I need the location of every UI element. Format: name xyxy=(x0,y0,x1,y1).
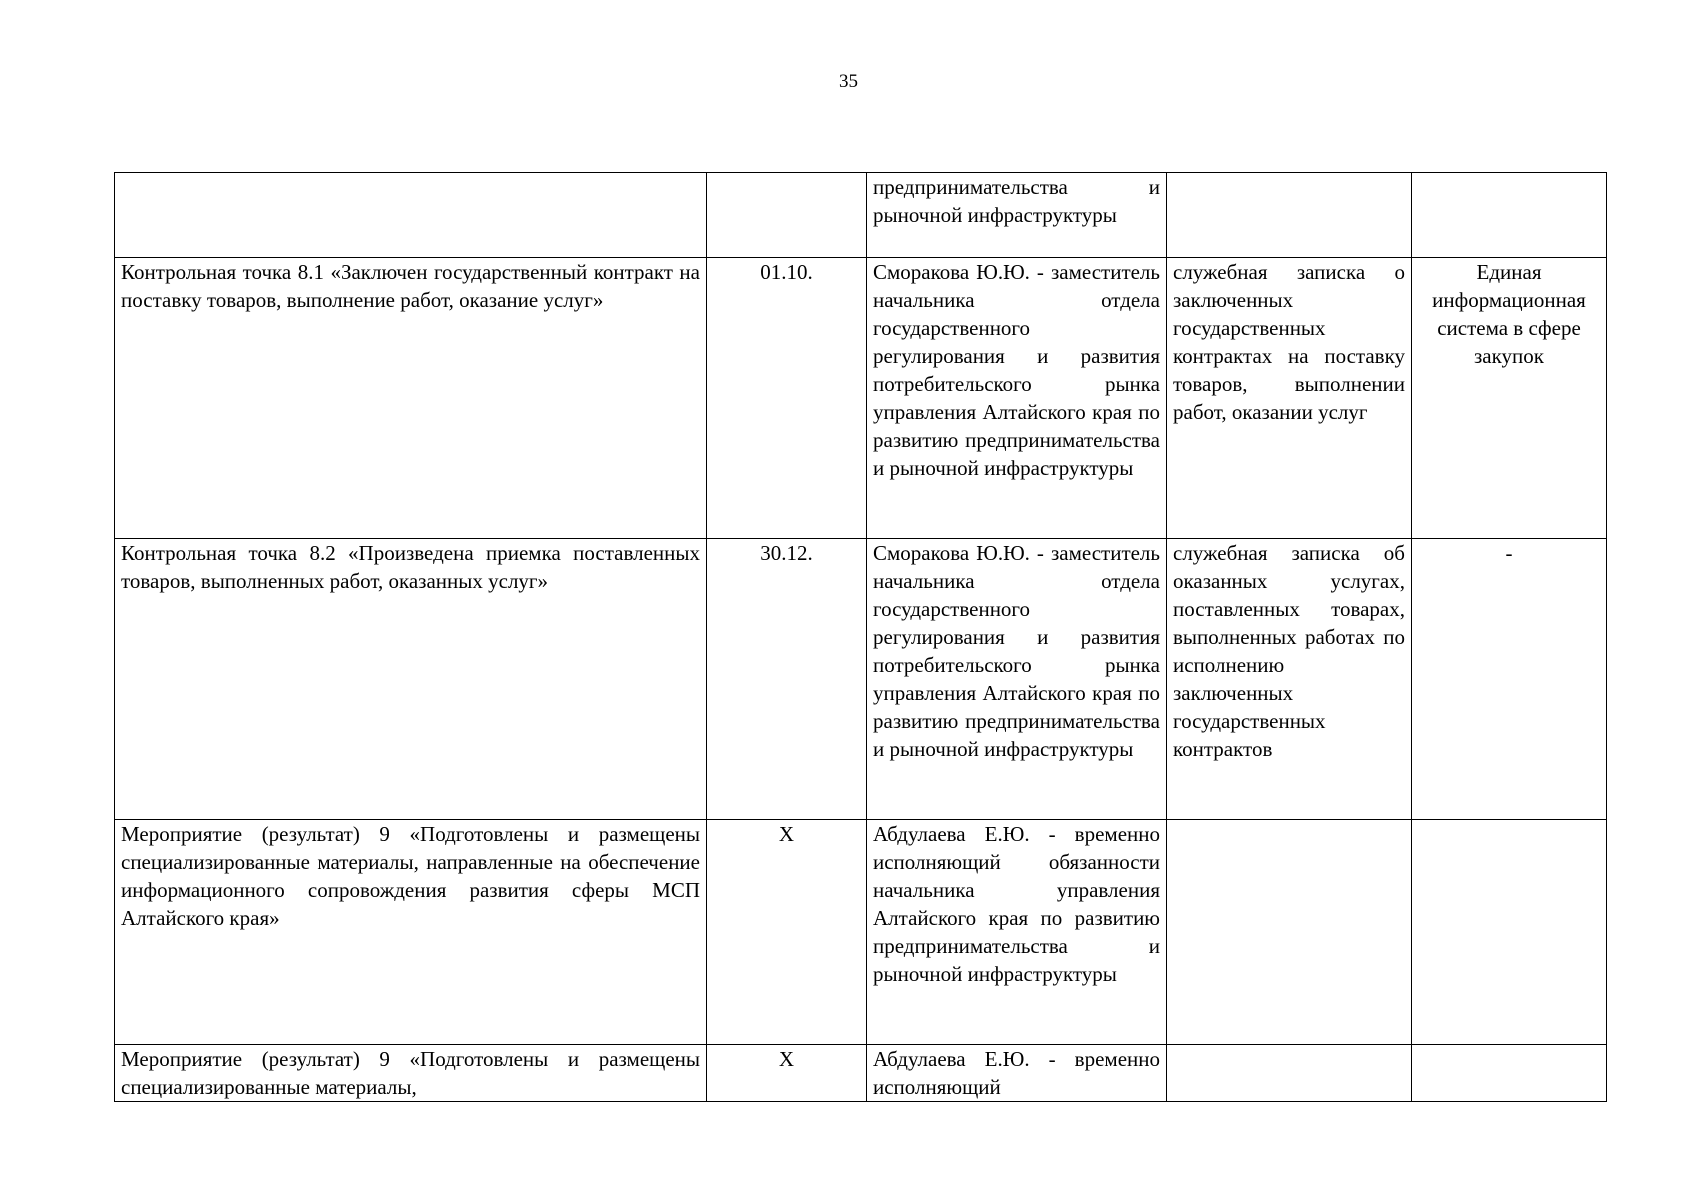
info-system-cell xyxy=(1412,1045,1607,1102)
table-row xyxy=(115,539,1607,820)
document-cell: служебная записка о заключенных государственных контрактах на поставку товаров, выполнении работ, оказании услуг xyxy=(1167,258,1412,539)
document-cell xyxy=(1167,820,1412,1045)
responsible-cell: Абдулаева Е.Ю. - временно исполняющий xyxy=(867,1045,1167,1102)
plan-table xyxy=(114,172,1607,1102)
event-name-cell xyxy=(115,173,707,258)
document-cell xyxy=(1167,173,1412,258)
responsible-cell: Сморакова Ю.Ю. - заместитель начальника отдела государственного регулирования и развития потребительского рынка управления Алтайского края по развитию предпринимательства и рыночной инфраструктуры xyxy=(867,258,1167,539)
table-row xyxy=(115,820,1607,1045)
info-system-cell: Единая информационная система в сфере закупок xyxy=(1412,258,1607,539)
document-cell xyxy=(1167,1045,1412,1102)
event-name-cell: Мероприятие (результат) 9 «Подготовлены и размещены специализированные материалы, xyxy=(115,1045,707,1102)
deadline-cell: 30.12. xyxy=(707,539,867,820)
table-row xyxy=(115,1045,1607,1102)
info-system-cell xyxy=(1412,820,1607,1045)
responsible-cell: Абдулаева Е.Ю. - временно исполняющий обязанности начальника управления Алтайского края по развитию предпринимательства и рыночной инфраструктуры xyxy=(867,820,1167,1045)
document-cell: служебная записка об оказанных услугах, поставленных товарах, выполненных работах по исполнению заключенных государственных контрактов xyxy=(1167,539,1412,820)
event-name-cell: Контрольная точка 8.2 «Произведена приемка поставленных товаров, выполненных работ, оказанных услуг» xyxy=(115,539,707,820)
responsible-cell: предпринимательства и рыночной инфраструктуры xyxy=(867,173,1167,258)
deadline-cell: 01.10. xyxy=(707,258,867,539)
event-name-cell: Мероприятие (результат) 9 «Подготовлены и размещены специализированные материалы, направленные на обеспечение информационного сопровождения развития сферы МСП Алтайского края» xyxy=(115,820,707,1045)
info-system-cell xyxy=(1412,173,1607,258)
responsible-cell: Сморакова Ю.Ю. - заместитель начальника отдела государственного регулирования и развития потребительского рынка управления Алтайского края по развитию предпринимательства и рыночной инфраструктуры xyxy=(867,539,1167,820)
deadline-cell xyxy=(707,173,867,258)
deadline-cell: X xyxy=(707,1045,867,1102)
table-row xyxy=(115,258,1607,539)
deadline-cell: X xyxy=(707,820,867,1045)
info-system-cell: - xyxy=(1412,539,1607,820)
page-number: 35 xyxy=(839,71,858,92)
table-row xyxy=(115,173,1607,258)
event-name-cell: Контрольная точка 8.1 «Заключен государственный контракт на поставку товаров, выполнение работ, оказание услуг» xyxy=(115,258,707,539)
